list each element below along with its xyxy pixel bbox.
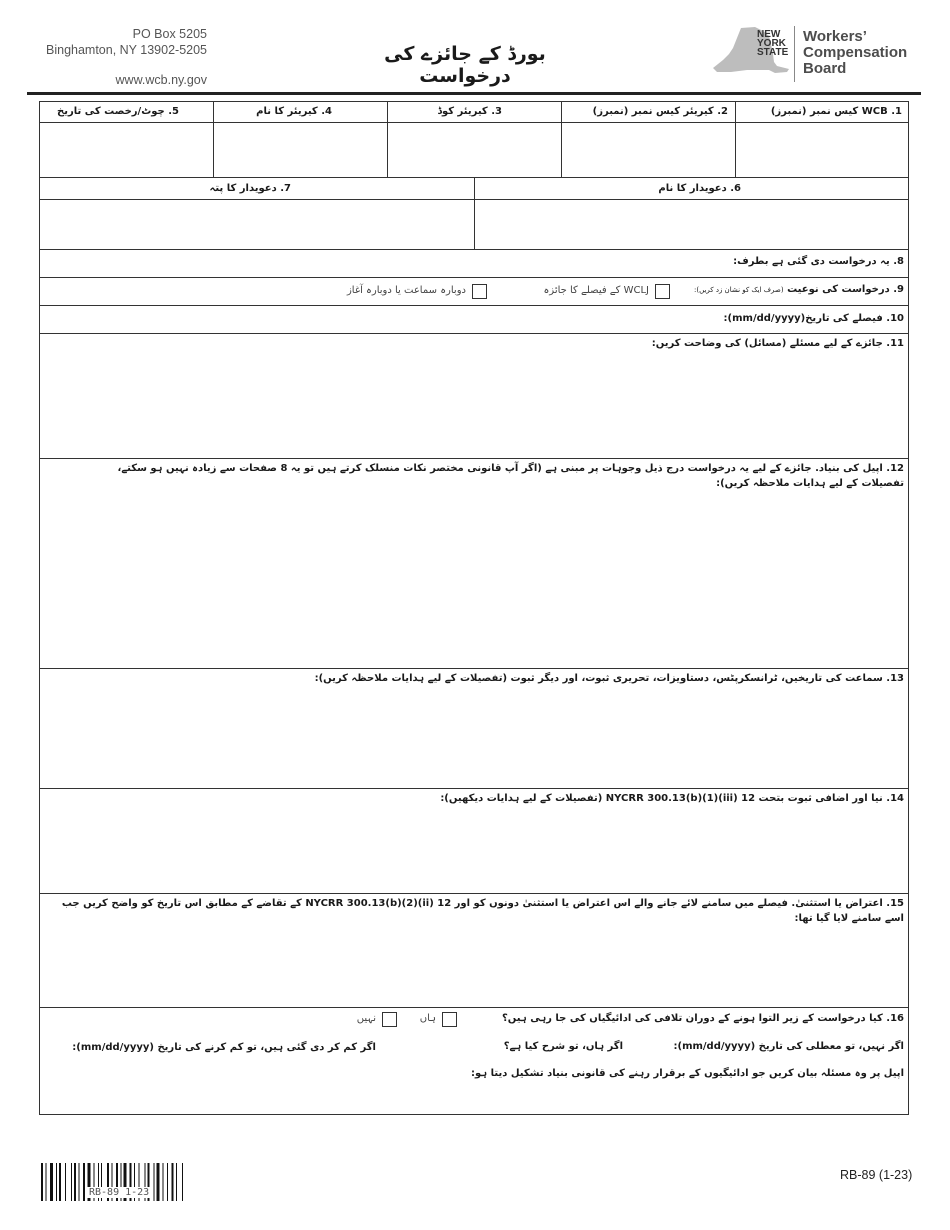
- header-divider: [27, 92, 921, 95]
- page-title: بورڈ کے جائزے کی درخواست: [384, 43, 546, 87]
- field-16-label: 16. کیا درخواست کے زیر التوا ہونے کے دوران تلافی کی ادائیگیاں کی جا رہی ہیں؟: [501, 1013, 904, 1024]
- suspension-date-label: اگر نہیں، تو معطلی کی تاریخ (mm/dd/yyyy):: [673, 1041, 904, 1052]
- form-number: RB-89 (1-23): [840, 1168, 913, 1182]
- field-2-label: 2. کیریئر کیس نمبر (نمبرز): [592, 106, 728, 117]
- payments-yes-checkbox[interactable]: [442, 1012, 457, 1027]
- field-1-label: 1. WCB کیس نمبر (نمبرز): [770, 106, 902, 117]
- barcode: [41, 1163, 233, 1201]
- payment-rate-label: اگر ہاں، تو شرح کیا ہے؟: [503, 1041, 623, 1052]
- address-line-2: Binghamton, NY 13902-5205: [46, 43, 207, 57]
- field-11-label: 11. جائزے کے لیے مسئلے (مسائل) کی وضاحت کریں:: [651, 338, 904, 349]
- field-13-label: 13. سماعت کی تاریخیں، ٹرانسکرپٹس، دستاویزات، تحریری ثبوت، اور دیگر ثبوت (تفصیلات کے لیے ہدایات ملاحظہ کریں):: [314, 673, 904, 684]
- date-of-injury-input[interactable]: [40, 123, 212, 177]
- carrier-code-input[interactable]: [388, 123, 560, 177]
- legal-basis-label: اپیل پر وہ مسئلہ بیان کریں جو ادائیگیوں کے برقرار رہنے کی قانونی بنیاد تشکیل دیتا ہو:: [471, 1068, 904, 1079]
- field-12-label: 12. اپیل کی بنیاد. جائزے کے لیے یہ درخواست درج ذیل وجوہات پر مبنی ہے (اگر آپ قانونی مختصر نکات منسلک کرتے ہیں تو یہ 8 صفحات سے زیادہ نہیں ہو سکتے، تفصیلات کے لیے ہدایات ملاحظہ کریں):: [117, 463, 904, 489]
- rehearing-option-label: دوبارہ سماعت یا دوبارہ آغاز: [346, 285, 466, 296]
- carrier-name-input[interactable]: [214, 123, 386, 177]
- payments-yes-label: ہاں: [419, 1013, 436, 1024]
- field-13-textarea[interactable]: [39, 668, 909, 789]
- claimant-address-input[interactable]: [40, 200, 473, 249]
- field-10-label: 10. فیصلے کی تاریخ(mm/dd/yyyy):: [723, 313, 904, 324]
- wclj-review-option-label: WCLJ کے فیصلے کا جائزہ: [543, 285, 649, 296]
- field-9-label: 9. درخواست کی نوعیت (صرف ایک کو نشان زد کریں):: [694, 284, 904, 295]
- payments-no-label: نہیں: [356, 1013, 376, 1024]
- field-7-label: 7. دعویدار کا پتہ: [209, 183, 291, 194]
- carrier-case-number-input[interactable]: [562, 123, 734, 177]
- field-8-label: 8. یہ درخواست دی گئی ہے بطرف:: [733, 256, 904, 267]
- nys-wordmark: NEW YORK STATE: [757, 29, 789, 58]
- field-11-textarea[interactable]: [39, 333, 909, 459]
- claimant-name-input[interactable]: [475, 200, 908, 249]
- barcode-text: RB-89 1-23: [89, 1187, 150, 1198]
- address-line-1: PO Box 5205: [132, 27, 207, 41]
- field-6-label: 6. دعویدار کا نام: [658, 183, 741, 194]
- field-5-label: 5. چوٹ/رخصت کی تاریخ: [57, 106, 179, 117]
- field-4-label: 4. کیریئر کا نام: [256, 106, 332, 117]
- field-15-label: 15. اعتراض یا استثنیٰ. فیصلے میں سامنے لائے جانے والے اس اعتراض یا استثنیٰ دونوں کو اور 12 NYCRR 300.13(b)(2)(ii) کے تقاضے کے مطابق اس تاریخ کو واضح کریں جب اسے سامنے لایا گیا تھا:: [61, 898, 904, 924]
- payments-no-checkbox[interactable]: [382, 1012, 397, 1027]
- website-link[interactable]: www.wcb.ny.gov: [115, 73, 207, 87]
- reduction-date-label: اگر کم کر دی گئی ہیں، تو کم کرنے کی تاریخ (mm/dd/yyyy):: [72, 1042, 376, 1053]
- wclj-review-checkbox[interactable]: [655, 284, 670, 299]
- rehearing-checkbox[interactable]: [472, 284, 487, 299]
- field-14-label: 14. نیا اور اضافی ثبوت بتحت 12 NYCRR 300.13(b)(1)(iii) (تفصیلات کے لیے ہدایات دیکھیں):: [440, 793, 904, 804]
- wcb-logo-text: Workers’ Compensation Board: [803, 28, 908, 77]
- field-3-label: 3. کیریئر کوڈ: [437, 106, 502, 117]
- wcb-case-number-input[interactable]: [736, 123, 908, 177]
